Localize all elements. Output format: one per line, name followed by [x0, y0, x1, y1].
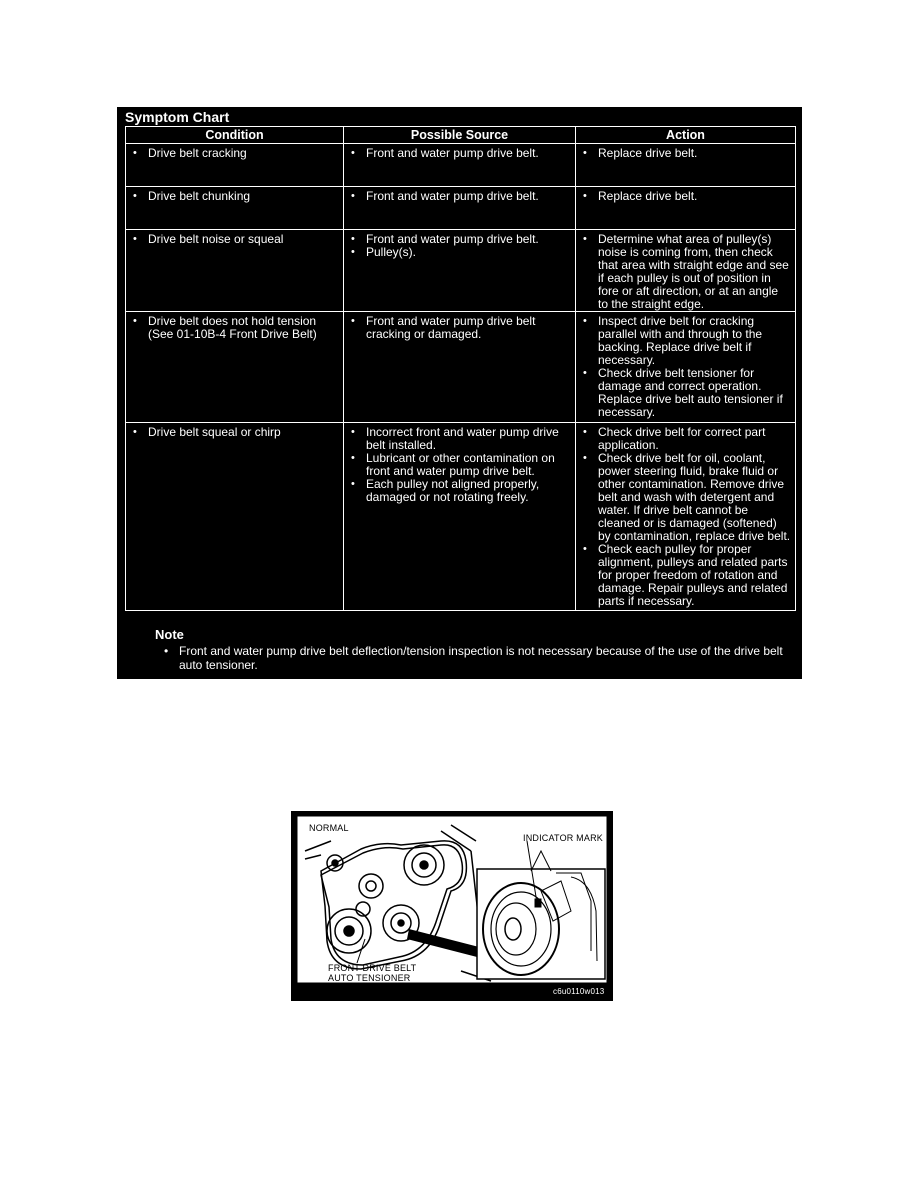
figure-code: c6u0110w013: [553, 987, 605, 996]
note-label: Note: [155, 627, 184, 642]
list-item: • Inspect drive belt for cracking parallel with and through to the backing. Replace drive belt if necessary.: [580, 315, 791, 367]
label-normal: NORMAL: [309, 823, 349, 833]
table-row: [126, 144, 796, 187]
belt-tensioner-diagram: [291, 811, 613, 1001]
action-cell: [576, 312, 796, 423]
source-cell: [344, 312, 576, 423]
list-item: • Drive belt chunking: [130, 190, 339, 203]
condition-cell: [126, 230, 344, 312]
list-item: • Front and water pump drive belt.: [348, 233, 571, 246]
list-item: • Check each pulley for proper alignment, pulleys and related parts for proper freedom of rotation and damage. Repair pulleys and related parts if necessary.: [580, 543, 791, 608]
table-row: [126, 230, 796, 312]
list-item: • Drive belt noise or squeal: [130, 233, 339, 246]
symptom-table: [125, 126, 796, 611]
list-item: • Front and water pump drive belt.: [348, 147, 571, 160]
list-item: • Drive belt squeal or chirp: [130, 426, 339, 439]
table-row: [126, 423, 796, 611]
action-cell: [576, 144, 796, 187]
header-action: Action: [576, 127, 796, 144]
source-cell: [344, 144, 576, 187]
header-possible-source: Possible Source: [344, 127, 576, 144]
list-item: • Lubricant or other contamination on front and water pump drive belt.: [348, 452, 571, 478]
list-item: • Drive belt does not hold tension (See 01-10B-4 Front Drive Belt): [130, 315, 339, 341]
condition-cell: [126, 144, 344, 187]
label-tensioner-line2: AUTO TENSIONER: [328, 973, 411, 983]
condition-cell: [126, 312, 344, 423]
source-cell: [344, 230, 576, 312]
list-item: • Front and water pump drive belt.: [348, 190, 571, 203]
table-row: [126, 187, 796, 230]
table-header-row: [126, 127, 796, 144]
list-item: • Replace drive belt.: [580, 190, 791, 203]
table-row: [126, 312, 796, 423]
source-cell: [344, 423, 576, 611]
source-cell: [344, 187, 576, 230]
note-block: [155, 627, 795, 672]
list-item: • Front and water pump drive belt cracking or damaged.: [348, 315, 571, 341]
list-item: • Check drive belt tensioner for damage and correct operation. Replace drive belt auto tensioner if necessary.: [580, 367, 791, 419]
list-item: • Check drive belt for correct part application.: [580, 426, 791, 452]
header-condition: Condition: [126, 127, 344, 144]
label-indicator-mark: INDICATOR MARK: [523, 833, 603, 843]
list-item: • Incorrect front and water pump drive belt installed.: [348, 426, 571, 452]
condition-cell: [126, 423, 344, 611]
condition-cell: [126, 187, 344, 230]
label-tensioner-line1: FRONT DRIVE BELT: [328, 963, 417, 973]
note-text: • Front and water pump drive belt deflection/tension inspection is not necessary because of the use of the drive belt auto tensioner.: [155, 644, 795, 672]
list-item: • Each pulley not aligned properly, damaged or not rotating freely.: [348, 478, 571, 504]
chart-title: Symptom Chart: [125, 109, 230, 125]
action-cell: [576, 187, 796, 230]
action-cell: [576, 230, 796, 312]
list-item: • Drive belt cracking: [130, 147, 339, 160]
list-item: • Determine what area of pulley(s) noise is coming from, then check that area with straight edge and see if each pulley is out of position in fore or aft direction, or at an angle to the straight edge.: [580, 233, 791, 311]
list-item: • Pulley(s).: [348, 246, 571, 259]
action-cell: [576, 423, 796, 611]
symptom-chart: [117, 107, 802, 679]
list-item: • Check drive belt for oil, coolant, power steering fluid, brake fluid or other contamination. Remove drive belt and wash with detergent and water. If drive belt cannot be cleaned or is damaged (softened) by contamination, replace drive belt.: [580, 452, 791, 543]
list-item: • Replace drive belt.: [580, 147, 791, 160]
